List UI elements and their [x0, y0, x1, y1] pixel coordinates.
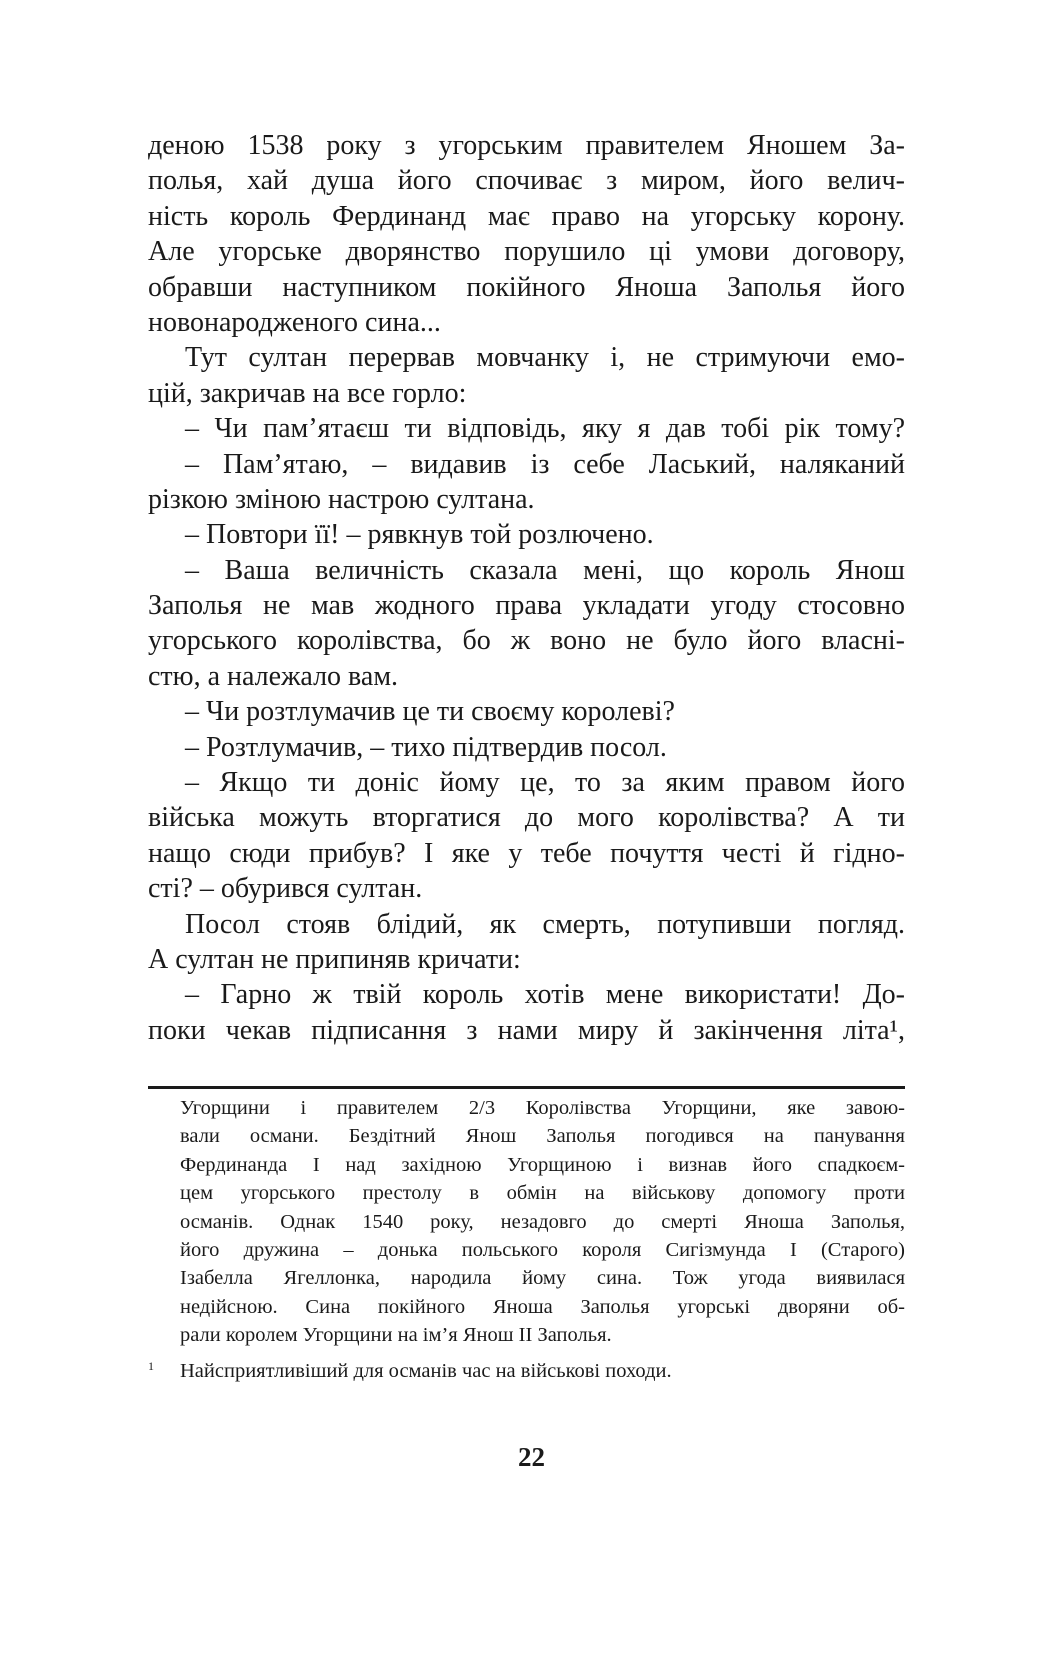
body-line: угорського королівства, бо ж воно не було його власні-: [148, 625, 905, 657]
body-line: поки чекав підписання з нами миру й закінчення літа¹,: [148, 1014, 905, 1046]
page-number: 22: [518, 1442, 545, 1472]
body-line: – Чи розтлумачив це ти своєму королеві?: [185, 696, 675, 728]
body-line: – Повтори її! – рявкнув той розлючено.: [185, 519, 654, 551]
footnote-continued: [180, 1094, 905, 1350]
body-line: цій, закричав на все горло:: [148, 377, 467, 409]
body-line: – Розтлумачив, – тихо підтвердив посол.: [185, 731, 667, 763]
body-line: сті? – обурився султан.: [148, 873, 423, 905]
footnote-mark: 1: [148, 1359, 154, 1373]
body-line: Тут султан перервав мовчанку і, не стримуючи емо-: [185, 342, 905, 374]
body-line: – Гарно ж твій король хотів мене використати! До-: [185, 979, 905, 1011]
body-line: Посол стояв блідий, як смерть, потупивши погляд.: [185, 908, 905, 940]
body-line: – Пам’ятаю, – видавив із себе Ласький, наляканий: [185, 448, 905, 480]
body-line: – Якщо ти доніс йому це, то за яким правом його: [185, 767, 905, 799]
body-line: Але угорське дворянство порушило ці умови договору,: [148, 236, 905, 268]
footnote-line: Ізабелла Ягеллонка, народила йому сина. Тож угода виявилася: [180, 1267, 905, 1290]
footnote-divider: [148, 1086, 905, 1089]
footnote-line: Фердинанда І над західною Угорщиною і визнав його спадкоєм-: [180, 1153, 905, 1176]
footnote-line: вали османи. Бездітний Янош Заполья погодився на панування: [180, 1125, 905, 1148]
footnote-line: Угорщини і правителем 2/3 Королівства Угорщини, яке завою-: [180, 1097, 905, 1119]
body-line: війська можуть вторгатися до мого королівства? А ти: [148, 802, 905, 834]
body-line: обравши наступником покійного Яноша Заполья його: [148, 271, 905, 303]
body-line: новонародженого сина...: [148, 306, 441, 338]
footnote-line: османів. Однак 1540 року, незадовго до смерті Яноша Заполья,: [180, 1210, 905, 1233]
body-line: різкою зміною настрою султана.: [148, 483, 535, 515]
body-line: А султан не припиняв кричати:: [148, 943, 521, 975]
body-line: деною 1538 року з угорським правителем Яношем За-: [148, 130, 905, 161]
body-line: – Чи пам’ятаєш ти відповідь, яку я дав тобі рік тому?: [185, 413, 905, 445]
footnote-line: цем угорського престолу в обмін на військову допомогу проти: [180, 1182, 905, 1205]
footnote-1: [148, 1357, 905, 1385]
footnote-line: недійсною. Сина покійного Яноша Заполья угорські дворяни об-: [180, 1295, 905, 1318]
body-line: ність король Фердинанд має право на угорську корону.: [148, 200, 905, 232]
footnote-line: його дружина – донька польського короля Сигізмунда І (Старого): [180, 1238, 905, 1261]
body-line: Заполья не мав жодного права укладати угоду стосовно: [148, 590, 905, 622]
body-line: – Ваша величність сказала мені, що король Янош: [185, 554, 905, 586]
body-line: стю, а належало вам.: [148, 660, 399, 692]
footnote-text: Найсприятливіший для османів час на військові походи.: [180, 1360, 672, 1382]
body-text: [148, 128, 905, 1048]
body-line: полья, хай душа його спочиває з миром, його велич-: [148, 165, 905, 197]
footnote-line: рали королем Угорщини на ім’я Янош ІІ Заполья.: [180, 1324, 612, 1347]
body-line: нащо сюди прибув? І яке у тебе почуття честі й гідно-: [148, 837, 905, 869]
